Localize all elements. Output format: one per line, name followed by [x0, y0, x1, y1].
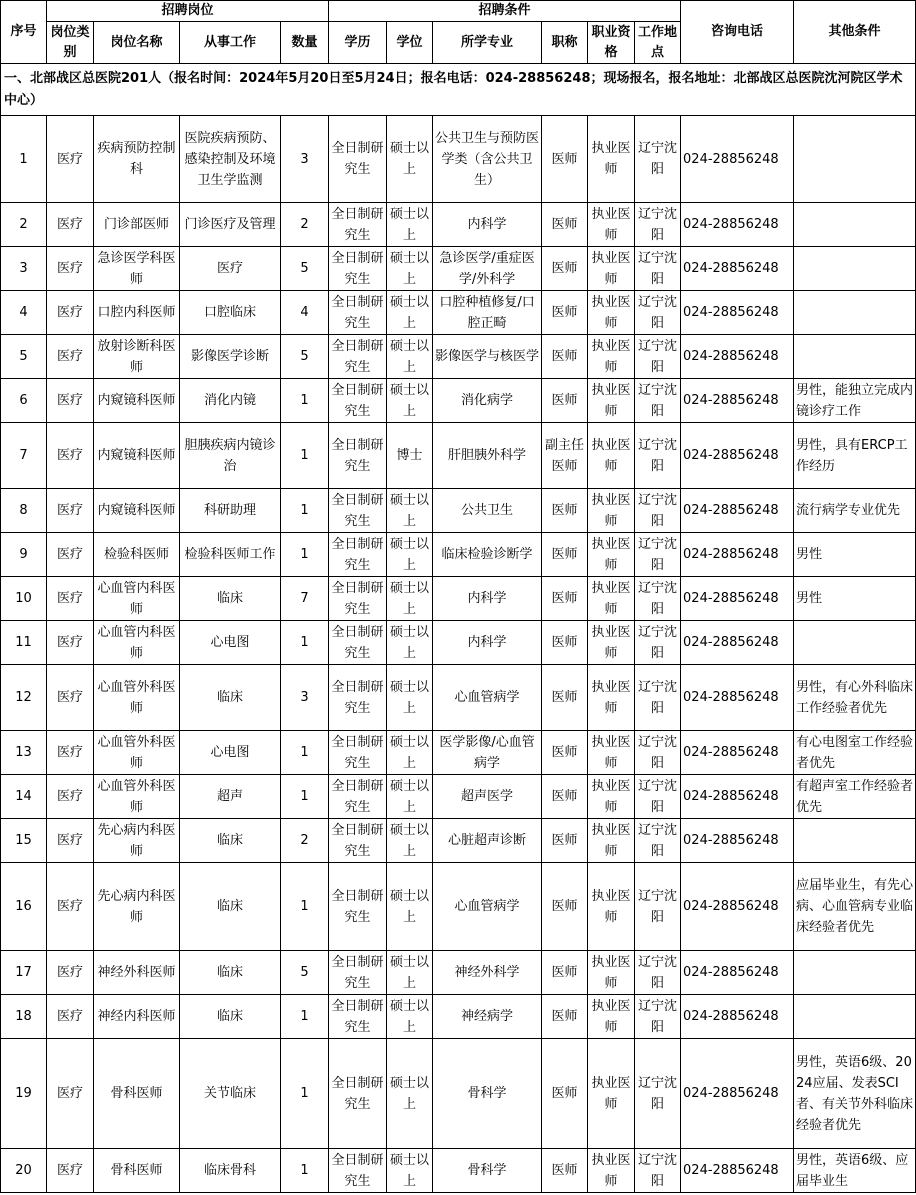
row-location: 辽宁沈阳	[635, 995, 681, 1039]
row-education: 全日制研究生	[329, 533, 387, 577]
row-qualification: 执业医师	[588, 489, 635, 533]
row-major: 医学影像/心血管病学	[433, 731, 542, 775]
row-title: 医师	[542, 1039, 588, 1149]
row-location: 辽宁沈阳	[635, 379, 681, 423]
row-phone: 024-28856248	[681, 247, 794, 291]
row-degree: 硕士以上	[387, 533, 433, 577]
row-major: 内科学	[433, 577, 542, 621]
table-row	[1, 863, 916, 951]
row-work: 临床	[180, 577, 281, 621]
row-title: 医师	[542, 1149, 588, 1193]
row-location: 辽宁沈阳	[635, 291, 681, 335]
row-degree: 硕士以上	[387, 489, 433, 533]
row-post-name: 检验科医师	[94, 533, 180, 577]
table-row	[1, 247, 916, 291]
table-row	[1, 379, 916, 423]
row-phone: 024-28856248	[681, 995, 794, 1039]
row-degree: 硕士以上	[387, 203, 433, 247]
row-qualification: 执业医师	[588, 731, 635, 775]
header-category: 岗位类别	[47, 22, 94, 64]
row-title: 医师	[542, 533, 588, 577]
row-major: 神经病学	[433, 995, 542, 1039]
header-phone: 咨询电话	[681, 1, 794, 64]
row-count: 1	[281, 621, 329, 665]
row-major: 心血管病学	[433, 863, 542, 951]
row-qualification: 执业医师	[588, 863, 635, 951]
table-row	[1, 621, 916, 665]
row-major: 公共卫生与预防医学类（含公共卫生）	[433, 116, 542, 203]
row-post-name: 心血管内科医师	[94, 577, 180, 621]
row-other: 男性	[794, 533, 916, 577]
table-row	[1, 951, 916, 995]
row-count: 1	[281, 533, 329, 577]
row-post-name: 放射诊断科医师	[94, 335, 180, 379]
row-location: 辽宁沈阳	[635, 116, 681, 203]
row-title: 医师	[542, 489, 588, 533]
row-count: 2	[281, 819, 329, 863]
row-count: 1	[281, 423, 329, 489]
table-row	[1, 533, 916, 577]
row-phone: 024-28856248	[681, 863, 794, 951]
row-qualification: 执业医师	[588, 819, 635, 863]
row-count: 1	[281, 1039, 329, 1149]
row-work: 心电图	[180, 621, 281, 665]
row-work: 检验科医师工作	[180, 533, 281, 577]
row-category: 医疗	[47, 577, 94, 621]
row-education: 全日制研究生	[329, 819, 387, 863]
row-qualification: 执业医师	[588, 1039, 635, 1149]
row-seq: 10	[1, 577, 47, 621]
row-category: 医疗	[47, 731, 94, 775]
row-work: 临床	[180, 819, 281, 863]
header-other: 其他条件	[794, 1, 916, 64]
table-row	[1, 203, 916, 247]
table-row	[1, 291, 916, 335]
row-title: 医师	[542, 995, 588, 1039]
row-qualification: 执业医师	[588, 203, 635, 247]
row-education: 全日制研究生	[329, 247, 387, 291]
row-major: 骨科学	[433, 1149, 542, 1193]
row-education: 全日制研究生	[329, 335, 387, 379]
row-title: 医师	[542, 665, 588, 731]
row-other	[794, 951, 916, 995]
row-education: 全日制研究生	[329, 203, 387, 247]
row-title: 医师	[542, 379, 588, 423]
row-seq: 4	[1, 291, 47, 335]
header-post-group: 招聘岗位	[47, 1, 329, 22]
row-count: 3	[281, 665, 329, 731]
row-category: 医疗	[47, 863, 94, 951]
row-count: 5	[281, 247, 329, 291]
row-title: 医师	[542, 291, 588, 335]
row-post-name: 口腔内科医师	[94, 291, 180, 335]
row-other	[794, 203, 916, 247]
row-post-name: 神经外科医师	[94, 951, 180, 995]
row-other	[794, 247, 916, 291]
row-seq: 16	[1, 863, 47, 951]
row-degree: 硕士以上	[387, 819, 433, 863]
section-row	[1, 64, 916, 116]
row-major: 肝胆胰外科学	[433, 423, 542, 489]
row-phone: 024-28856248	[681, 291, 794, 335]
row-category: 医疗	[47, 489, 94, 533]
row-education: 全日制研究生	[329, 379, 387, 423]
row-phone: 024-28856248	[681, 203, 794, 247]
row-degree: 硕士以上	[387, 863, 433, 951]
table-row	[1, 1149, 916, 1193]
row-education: 全日制研究生	[329, 489, 387, 533]
row-degree: 硕士以上	[387, 1149, 433, 1193]
row-work: 门诊医疗及管理	[180, 203, 281, 247]
header-education: 学历	[329, 22, 387, 64]
header-degree: 学位	[387, 22, 433, 64]
row-category: 医疗	[47, 423, 94, 489]
row-work: 超声	[180, 775, 281, 819]
table-row	[1, 335, 916, 379]
row-seq: 12	[1, 665, 47, 731]
row-seq: 9	[1, 533, 47, 577]
row-qualification: 执业医师	[588, 379, 635, 423]
row-location: 辽宁沈阳	[635, 247, 681, 291]
row-seq: 2	[1, 203, 47, 247]
row-phone: 024-28856248	[681, 621, 794, 665]
row-phone: 024-28856248	[681, 335, 794, 379]
row-phone: 024-28856248	[681, 665, 794, 731]
row-degree: 硕士以上	[387, 335, 433, 379]
row-phone: 024-28856248	[681, 819, 794, 863]
row-other	[794, 335, 916, 379]
row-other: 男性，能独立完成内镜诊疗工作	[794, 379, 916, 423]
row-major: 超声医学	[433, 775, 542, 819]
table-row	[1, 577, 916, 621]
row-other	[794, 291, 916, 335]
row-qualification: 执业医师	[588, 775, 635, 819]
row-location: 辽宁沈阳	[635, 819, 681, 863]
row-phone: 024-28856248	[681, 731, 794, 775]
row-title: 医师	[542, 203, 588, 247]
table-row	[1, 731, 916, 775]
row-location: 辽宁沈阳	[635, 621, 681, 665]
table-row	[1, 1039, 916, 1149]
row-major: 临床检验诊断学	[433, 533, 542, 577]
table-row	[1, 819, 916, 863]
row-education: 全日制研究生	[329, 665, 387, 731]
row-category: 医疗	[47, 247, 94, 291]
row-post-name: 神经内科医师	[94, 995, 180, 1039]
row-title: 医师	[542, 819, 588, 863]
row-qualification: 执业医师	[588, 621, 635, 665]
row-title: 医师	[542, 731, 588, 775]
header-title: 职称	[542, 22, 588, 64]
header-seq: 序号	[1, 1, 47, 64]
row-location: 辽宁沈阳	[635, 1149, 681, 1193]
row-phone: 024-28856248	[681, 379, 794, 423]
row-category: 医疗	[47, 621, 94, 665]
row-category: 医疗	[47, 335, 94, 379]
row-phone: 024-28856248	[681, 1039, 794, 1149]
table-header	[1, 1, 916, 64]
row-post-name: 疾病预防控制科	[94, 116, 180, 203]
row-education: 全日制研究生	[329, 951, 387, 995]
row-other	[794, 621, 916, 665]
row-work: 心电图	[180, 731, 281, 775]
row-education: 全日制研究生	[329, 1149, 387, 1193]
row-qualification: 执业医师	[588, 995, 635, 1039]
row-other: 有心电图室工作经验者优先	[794, 731, 916, 775]
row-seq: 14	[1, 775, 47, 819]
row-seq: 5	[1, 335, 47, 379]
row-phone: 024-28856248	[681, 423, 794, 489]
row-count: 5	[281, 951, 329, 995]
row-location: 辽宁沈阳	[635, 489, 681, 533]
row-major: 影像医学与核医学	[433, 335, 542, 379]
header-count: 数量	[281, 22, 329, 64]
row-post-name: 心血管内科医师	[94, 621, 180, 665]
row-seq: 3	[1, 247, 47, 291]
row-category: 医疗	[47, 951, 94, 995]
header-major: 所学专业	[433, 22, 542, 64]
row-degree: 硕士以上	[387, 291, 433, 335]
row-education: 全日制研究生	[329, 995, 387, 1039]
row-post-name: 心血管外科医师	[94, 775, 180, 819]
row-title: 医师	[542, 335, 588, 379]
row-count: 1	[281, 489, 329, 533]
row-phone: 024-28856248	[681, 116, 794, 203]
row-qualification: 执业医师	[588, 665, 635, 731]
row-location: 辽宁沈阳	[635, 335, 681, 379]
row-count: 3	[281, 116, 329, 203]
row-other	[794, 116, 916, 203]
row-degree: 硕士以上	[387, 995, 433, 1039]
table-row	[1, 995, 916, 1039]
row-major: 神经外科学	[433, 951, 542, 995]
row-degree: 硕士以上	[387, 951, 433, 995]
row-major: 内科学	[433, 203, 542, 247]
row-count: 1	[281, 379, 329, 423]
row-education: 全日制研究生	[329, 731, 387, 775]
row-qualification: 执业医师	[588, 1149, 635, 1193]
row-phone: 024-28856248	[681, 951, 794, 995]
row-post-name: 先心病内科医师	[94, 819, 180, 863]
row-title: 医师	[542, 247, 588, 291]
row-work: 临床	[180, 951, 281, 995]
row-degree: 博士	[387, 423, 433, 489]
row-location: 辽宁沈阳	[635, 533, 681, 577]
row-category: 医疗	[47, 995, 94, 1039]
row-location: 辽宁沈阳	[635, 731, 681, 775]
row-other: 男性	[794, 577, 916, 621]
header-post-name: 岗位名称	[94, 22, 180, 64]
row-title: 医师	[542, 116, 588, 203]
row-seq: 7	[1, 423, 47, 489]
row-post-name: 急诊医学科医师	[94, 247, 180, 291]
row-phone: 024-28856248	[681, 775, 794, 819]
row-work: 医疗	[180, 247, 281, 291]
row-other	[794, 995, 916, 1039]
row-degree: 硕士以上	[387, 379, 433, 423]
row-post-name: 心血管外科医师	[94, 731, 180, 775]
row-count: 5	[281, 335, 329, 379]
row-category: 医疗	[47, 819, 94, 863]
row-location: 辽宁沈阳	[635, 863, 681, 951]
row-qualification: 执业医师	[588, 423, 635, 489]
header-location: 工作地点	[635, 22, 681, 64]
row-education: 全日制研究生	[329, 775, 387, 819]
table-row	[1, 775, 916, 819]
row-work: 医院疾病预防、感染控制及环境卫生学监测	[180, 116, 281, 203]
row-phone: 024-28856248	[681, 489, 794, 533]
row-other: 流行病学专业优先	[794, 489, 916, 533]
row-category: 医疗	[47, 533, 94, 577]
row-post-name: 门诊部医师	[94, 203, 180, 247]
row-seq: 8	[1, 489, 47, 533]
row-work: 关节临床	[180, 1039, 281, 1149]
row-major: 口腔种植修复/口腔正畸	[433, 291, 542, 335]
row-degree: 硕士以上	[387, 247, 433, 291]
row-qualification: 执业医师	[588, 335, 635, 379]
row-seq: 18	[1, 995, 47, 1039]
header-conditions-group: 招聘条件	[329, 1, 681, 22]
row-qualification: 执业医师	[588, 951, 635, 995]
row-post-name: 骨科医师	[94, 1149, 180, 1193]
row-post-name: 内窥镜科医师	[94, 489, 180, 533]
row-other: 男性，英语6级、2024应届、发表SCI者、有关节外科临床经验者优先	[794, 1039, 916, 1149]
row-education: 全日制研究生	[329, 1039, 387, 1149]
row-degree: 硕士以上	[387, 1039, 433, 1149]
row-other: 男性，具有ERCP工作经历	[794, 423, 916, 489]
row-post-name: 心血管外科医师	[94, 665, 180, 731]
table-row	[1, 116, 916, 203]
row-location: 辽宁沈阳	[635, 577, 681, 621]
row-other: 应届毕业生，有先心病、心血管病专业临床经验者优先	[794, 863, 916, 951]
row-count: 1	[281, 1149, 329, 1193]
row-degree: 硕士以上	[387, 665, 433, 731]
row-category: 医疗	[47, 203, 94, 247]
header-qualification: 职业资格	[588, 22, 635, 64]
row-seq: 15	[1, 819, 47, 863]
row-count: 1	[281, 995, 329, 1039]
table-body	[1, 64, 916, 1193]
table-row	[1, 423, 916, 489]
row-major: 心脏超声诊断	[433, 819, 542, 863]
row-title: 医师	[542, 577, 588, 621]
row-category: 医疗	[47, 665, 94, 731]
row-work: 影像医学诊断	[180, 335, 281, 379]
row-qualification: 执业医师	[588, 577, 635, 621]
row-major: 急诊医学/重症医学/外科学	[433, 247, 542, 291]
row-location: 辽宁沈阳	[635, 775, 681, 819]
table-row	[1, 665, 916, 731]
row-education: 全日制研究生	[329, 863, 387, 951]
row-qualification: 执业医师	[588, 116, 635, 203]
row-location: 辽宁沈阳	[635, 1039, 681, 1149]
row-phone: 024-28856248	[681, 1149, 794, 1193]
row-seq: 13	[1, 731, 47, 775]
row-count: 1	[281, 731, 329, 775]
row-count: 2	[281, 203, 329, 247]
row-work: 临床	[180, 995, 281, 1039]
row-post-name: 内窥镜科医师	[94, 379, 180, 423]
row-education: 全日制研究生	[329, 621, 387, 665]
row-count: 7	[281, 577, 329, 621]
row-title: 医师	[542, 863, 588, 951]
row-count: 1	[281, 775, 329, 819]
row-major: 消化病学	[433, 379, 542, 423]
row-seq: 11	[1, 621, 47, 665]
row-work: 科研助理	[180, 489, 281, 533]
row-education: 全日制研究生	[329, 577, 387, 621]
row-location: 辽宁沈阳	[635, 951, 681, 995]
row-degree: 硕士以上	[387, 116, 433, 203]
row-degree: 硕士以上	[387, 775, 433, 819]
row-degree: 硕士以上	[387, 731, 433, 775]
row-category: 医疗	[47, 116, 94, 203]
row-major: 公共卫生	[433, 489, 542, 533]
row-seq: 6	[1, 379, 47, 423]
row-post-name: 骨科医师	[94, 1039, 180, 1149]
section-heading: 一、北部战区总医院201人（报名时间：2024年5月20日至5月24日；报名电话：024-28856248；现场报名，报名地址：北部战区总医院沈河院区学术中心）	[1, 64, 916, 116]
row-phone: 024-28856248	[681, 577, 794, 621]
row-title: 医师	[542, 951, 588, 995]
row-category: 医疗	[47, 1149, 94, 1193]
row-seq: 17	[1, 951, 47, 995]
row-title: 医师	[542, 775, 588, 819]
row-work: 临床骨科	[180, 1149, 281, 1193]
row-major: 内科学	[433, 621, 542, 665]
row-work: 临床	[180, 665, 281, 731]
row-qualification: 执业医师	[588, 291, 635, 335]
row-location: 辽宁沈阳	[635, 203, 681, 247]
row-category: 医疗	[47, 775, 94, 819]
row-qualification: 执业医师	[588, 247, 635, 291]
row-major: 骨科学	[433, 1039, 542, 1149]
row-work: 临床	[180, 863, 281, 951]
row-seq: 1	[1, 116, 47, 203]
row-other: 男性，英语6级、应届毕业生	[794, 1149, 916, 1193]
row-location: 辽宁沈阳	[635, 423, 681, 489]
row-other	[794, 819, 916, 863]
row-category: 医疗	[47, 379, 94, 423]
row-category: 医疗	[47, 291, 94, 335]
row-major: 心血管病学	[433, 665, 542, 731]
header-work: 从事工作	[180, 22, 281, 64]
row-count: 1	[281, 863, 329, 951]
row-education: 全日制研究生	[329, 116, 387, 203]
row-education: 全日制研究生	[329, 423, 387, 489]
row-work: 口腔临床	[180, 291, 281, 335]
row-qualification: 执业医师	[588, 533, 635, 577]
row-post-name: 先心病内科医师	[94, 863, 180, 951]
row-other: 有超声室工作经验者优先	[794, 775, 916, 819]
row-education: 全日制研究生	[329, 291, 387, 335]
row-work: 胆胰疾病内镜诊治	[180, 423, 281, 489]
row-seq: 19	[1, 1039, 47, 1149]
table-row	[1, 489, 916, 533]
row-phone: 024-28856248	[681, 533, 794, 577]
row-post-name: 内窥镜科医师	[94, 423, 180, 489]
row-location: 辽宁沈阳	[635, 665, 681, 731]
row-work: 消化内镜	[180, 379, 281, 423]
row-seq: 20	[1, 1149, 47, 1193]
row-degree: 硕士以上	[387, 621, 433, 665]
row-title: 副主任医师	[542, 423, 588, 489]
row-other: 男性，有心外科临床工作经验者优先	[794, 665, 916, 731]
row-title: 医师	[542, 621, 588, 665]
row-degree: 硕士以上	[387, 577, 433, 621]
row-category: 医疗	[47, 1039, 94, 1149]
row-count: 4	[281, 291, 329, 335]
